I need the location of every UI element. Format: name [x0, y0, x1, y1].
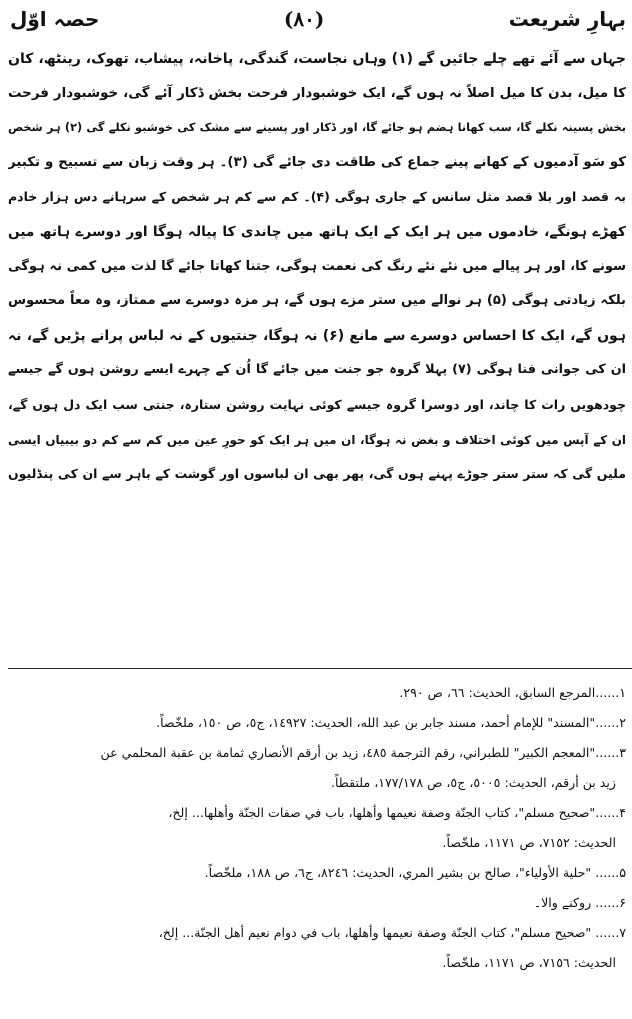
text-line: چودھویں رات کا چاند، اور دوسرا گروہ جیسے کوئی نہایت روشن ستارہ، جنتی سب ایک دل ہوں گے،	[8, 396, 626, 412]
text-line: ملیں گی کہ ستر ستر جوڑے پہنے ہوں گی، پھر بھی ان لباسوں اور گوشت کے باہر سے ان کی پنڈلیوں	[8, 466, 626, 482]
text-line: ہوں گے، ایک کا احساس دوسرے سے مانع (۶) نہ ہوگا، جنتیوں کے نہ لباس پرانے پڑیں گے، نہ	[8, 327, 626, 344]
page-number: (۸۰)	[283, 7, 325, 31]
footnote-1	[6, 678, 626, 708]
footnote-7	[6, 918, 626, 978]
footnote-line: ۳......"المعجم الكبير" للطبراني، رقم الترجمة ٤٨٥، زيد بن أرقم الأنصاري ثمامة بن عقبة المحلمي عن	[100, 745, 626, 760]
page-header	[10, 4, 626, 34]
book-title: بہارِ شریعت	[508, 7, 626, 31]
part-label: حصہ اوّل	[10, 7, 100, 31]
text-line: ان کے آپس میں کوئی اختلاف و بغض نہ ہوگا، ان میں ہر ایک کو حورِ عین میں کم سے کم دو بیبیاں ایسی	[8, 432, 626, 447]
footnote-line: ۲......"المسند" للإمام أحمد، مسند جابر بن عبد الله، الحديث: ١٤٩٢٧، ج٥، ص ١٥٠، ملخّصاً.	[156, 715, 626, 730]
footnote-line: الحديث: ٧١٥٦، ص ١١٧١، ملخّصاً.	[442, 955, 616, 970]
footnote-divider	[8, 668, 632, 669]
footnote-line: زيد بن أرقم، الحديث: ٥٠٠٥، ج٥، ص ١٧٧/١٧٨، ملتقطاً.	[330, 775, 616, 790]
footnotes	[6, 678, 626, 978]
text-line: کا میل، بدن کا میل اصلاً نہ ہوں گے، ایک خوشبودار فرحت بخش ڈکار آئے گی، خوشبودار فرحت	[8, 85, 626, 101]
footnote-3	[6, 738, 626, 798]
footnote-line: ۷...... "صحيح مسلم"، كتاب الجنّة وصفة نعيمها وأهلها، باب في دوام نعيم أهل الجنّة... إلخ،	[158, 925, 626, 940]
footnote-5	[6, 858, 626, 888]
text-line: کو سَو آدمیوں کے کھانے پینے جماع کی طاقت دی جائے گی (۳)۔ ہر وقت زبان سے تسبیح و تکبیر	[8, 154, 626, 170]
footnote-line: ۵...... "حلية الأولياء"، صالح بن بشير المري، الحديث: ٨٢٤٦، ج٦، ص ١٨٨، ملخّصاً.	[204, 865, 626, 880]
text-line: بلکہ زیادتی ہوگی (۵) ہر نوالے میں ستر مزے ہوں گے، ہر مزہ دوسرے سے ممتاز، وہ معاً محسوس	[8, 293, 626, 309]
footnote-line: الحديث: ٧١٥٢، ص ١١٧١، ملخّصاً.	[442, 835, 616, 850]
text-line: کھڑے ہونگے، خادموں میں ہر ایک کے ایک ہاتھ میں چاندی کا پیالہ ہوگا اور دوسرے ہاتھ میں	[8, 223, 626, 240]
footnote-6	[6, 888, 626, 918]
footnote-line: ۴......"صحيح مسلم"، كتاب الجنّة وصفة نعيمها وأهلها، باب في صفات الجنّة وأهلها... إلخ،	[168, 805, 626, 820]
main-text	[8, 42, 626, 492]
footnote-4	[6, 798, 626, 858]
text-line: ان کی جوانی فنا ہوگی (۷) پہلا گروہ جو جنت میں جائے گا اُن کے چہرے ایسے روشن ہوں گے جیسے	[8, 362, 626, 378]
text-line: بہ قصد اور بلا قصد مثل سانس کے جاری ہوگی (۴)۔ کم سے کم ہر شخص کے سرہانے دس ہزار خادم	[8, 189, 626, 205]
text-line: بخش پسینہ نکلے گا، سب کھانا ہضم ہو جائے گا، اور ڈکار اور پسینے سے مشک کی خوشبو نکلے گی (۲) ہر شخص	[8, 121, 626, 135]
footnote-line: ۶...... روکنے والا۔	[533, 895, 626, 910]
footnote-line: ۱......المرجع السابق، الحديث: ٦٦، ص ٢٩٠.	[399, 685, 626, 700]
text-line: جہاں سے آئے تھے چلے جائیں گے (۱) وہاں نجاست، گندگی، پاخانہ، پیشاب، تھوک، رینٹھ، کان	[8, 51, 626, 67]
text-line: سونے کا، اور ہر پیالے میں نئے نئے رنگ کی نعمت ہوگی، جتنا کھاتا جائے گا لذت میں کمی نہ ہوگی	[8, 258, 626, 274]
footnote-2	[6, 708, 626, 738]
